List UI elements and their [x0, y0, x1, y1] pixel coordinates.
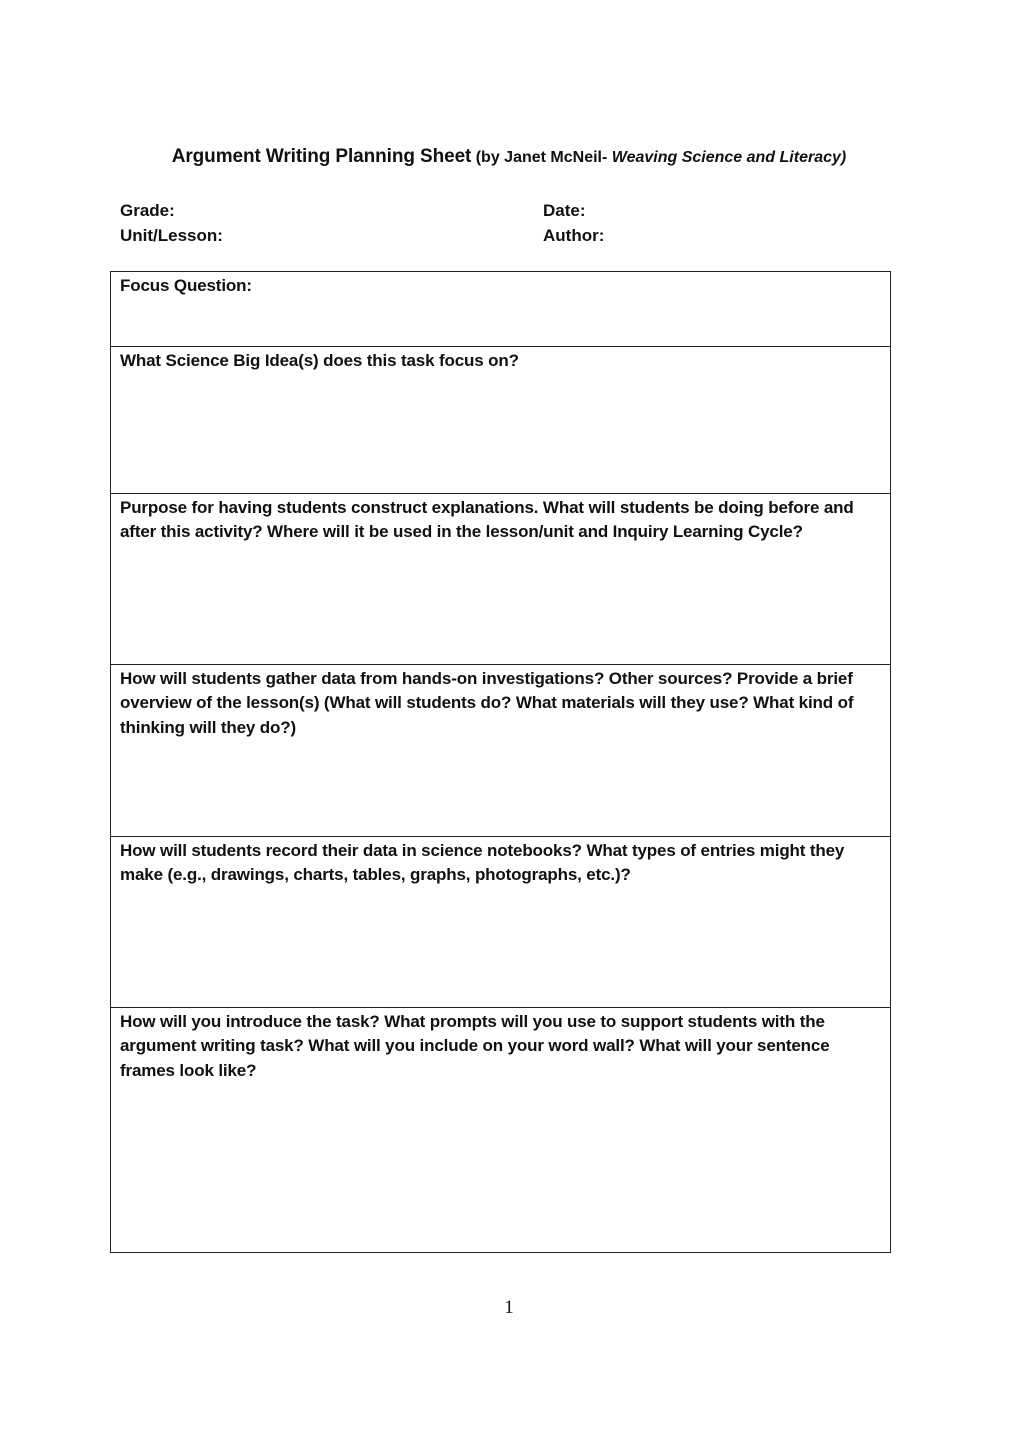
data-recording-row[interactable]	[111, 837, 890, 1008]
big-idea-row[interactable]	[111, 347, 890, 494]
title-attribution-prefix: (by Janet McNeil-	[475, 149, 612, 166]
focus-question-row[interactable]	[111, 272, 890, 347]
purpose-prompt: Purpose for having students construct explanations. What will students be doing before and after this activity? Where will it be used in the lesson/unit and Inquiry Learning Cycle?	[120, 498, 854, 542]
data-gathering-row[interactable]	[111, 665, 890, 837]
purpose-row[interactable]	[111, 494, 890, 665]
title-attribution-book: Weaving Science and Literacy)	[611, 149, 847, 166]
data-gathering-prompt: How will students gather data from hands-on investigations? Other sources? Provide a brief overview of the lesson(s) (What will students do? What materials will they use? What kind of thinking will they do?)	[120, 669, 854, 737]
task-introduction-row[interactable]	[111, 1008, 890, 1252]
planning-table	[110, 271, 891, 1253]
title-attribution	[476, 149, 847, 166]
page-number: 1	[504, 1297, 514, 1318]
document-title	[0, 146, 1018, 168]
task-introduction-prompt: How will you introduce the task? What prompts will you use to support students with the argument writing task? What will you include on your word wall? What will your sentence frames look like?	[120, 1012, 830, 1080]
grade-label: Grade:	[120, 201, 175, 220]
title-main: Argument Writing Planning Sheet	[171, 146, 472, 167]
author-label: Author:	[543, 226, 605, 245]
big-idea-prompt: What Science Big Idea(s) does this task focus on?	[120, 351, 519, 370]
unit-lesson-label: Unit/Lesson:	[120, 226, 223, 245]
date-label: Date:	[543, 201, 586, 220]
data-recording-prompt: How will students record their data in science notebooks? What types of entries might they make (e.g., drawings, charts, tables, graphs, photographs, etc.)?	[120, 841, 845, 885]
focus-question-prompt: Focus Question:	[120, 276, 252, 295]
